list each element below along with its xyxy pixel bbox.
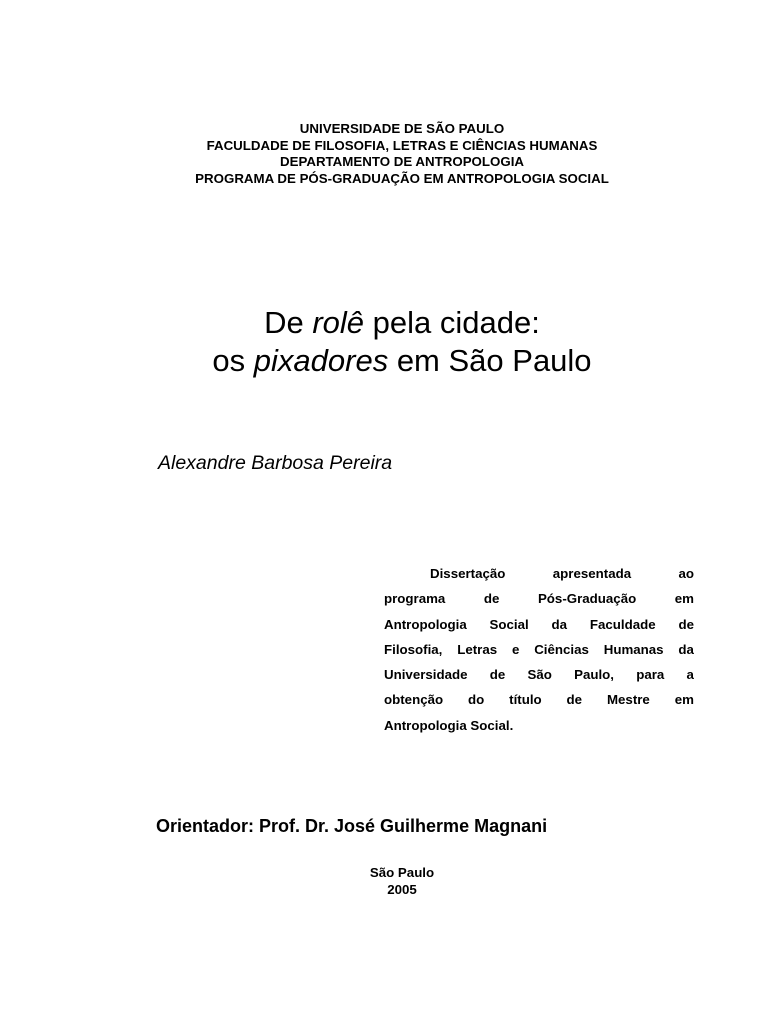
statement-word: Universidade <box>384 667 468 683</box>
department-name: DEPARTAMENTO DE ANTROPOLOGIA <box>279 154 525 170</box>
faculty-name: FACULDADE DE FILOSOFIA, LETRAS E CIÊNCIAS HUMANAS <box>206 137 598 153</box>
statement-word: Mestre <box>606 692 650 708</box>
year: 2005 <box>387 881 417 897</box>
city: São Paulo <box>369 865 435 880</box>
title-line-1-italic: rolê <box>312 305 365 340</box>
title-line-2 <box>0 342 768 380</box>
statement-line <box>384 637 694 662</box>
statement-word: Paulo, <box>574 667 614 683</box>
institution-header <box>0 121 768 187</box>
statement-word: obtenção <box>384 692 444 708</box>
statement-word: e <box>511 641 520 657</box>
statement-word: Antropologia Social. <box>384 717 514 733</box>
statement-word: Dissertação <box>430 566 506 581</box>
title-line-2-prefix: os <box>212 343 254 378</box>
statement-word: Social <box>489 616 529 632</box>
statement-word: Antropologia <box>384 616 467 632</box>
statement-word: apresentada <box>552 566 632 581</box>
statement-word: a <box>686 667 694 683</box>
statement-line <box>384 612 694 637</box>
statement-word: do <box>468 692 485 708</box>
statement-line <box>384 713 694 738</box>
statement-word: de <box>483 591 500 607</box>
statement-word: ao <box>678 566 694 581</box>
statement-word: Ciências <box>534 641 589 657</box>
statement-line <box>384 586 694 611</box>
title-line-1-prefix: De <box>264 305 313 340</box>
statement-line <box>384 662 694 687</box>
statement-word: em <box>674 692 694 708</box>
statement-word: de <box>566 692 583 708</box>
title-line-1 <box>0 304 768 342</box>
statement-word: em <box>674 591 694 607</box>
statement-word: Letras <box>457 641 498 657</box>
advisor-line: Orientador: Prof. Dr. José Guilherme Magnani <box>156 816 548 836</box>
statement-word: da <box>678 641 694 657</box>
statement-word: de <box>678 616 694 632</box>
statement-line <box>384 561 694 586</box>
statement-line <box>384 687 694 712</box>
statement-word: Faculdade <box>589 616 656 632</box>
program-name: PROGRAMA DE PÓS-GRADUAÇÃO EM ANTROPOLOGIA SOCIAL <box>195 170 609 186</box>
statement-word: São <box>527 667 552 683</box>
statement-word: da <box>551 616 568 632</box>
title-line-1-suffix: pela cidade: <box>364 305 540 340</box>
title-line-2-italic: pixadores <box>253 343 389 378</box>
document-title <box>0 304 768 380</box>
statement-word: para <box>636 667 665 683</box>
statement-word: Humanas <box>603 641 664 657</box>
dissertation-statement <box>384 561 694 738</box>
place-and-date <box>0 865 768 898</box>
author-name: Alexandre Barbosa Pereira <box>158 452 393 474</box>
statement-word: Filosofia, <box>384 641 443 657</box>
title-line-2-suffix: em São Paulo <box>388 343 592 378</box>
statement-word: título <box>509 692 542 708</box>
statement-word: de <box>489 667 506 683</box>
statement-word: Pós-Graduação <box>537 591 637 607</box>
statement-word: programa <box>384 591 446 607</box>
university-name: UNIVERSIDADE DE SÃO PAULO <box>299 121 505 136</box>
